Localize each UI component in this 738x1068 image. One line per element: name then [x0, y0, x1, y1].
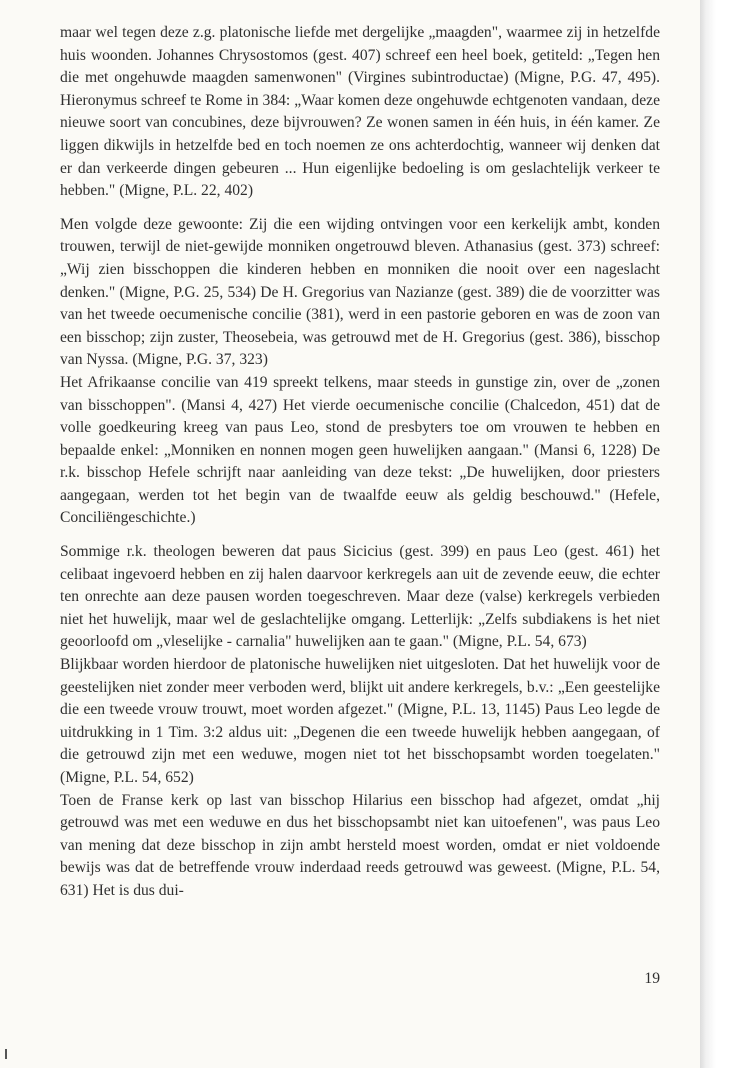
paragraph-3: Het Afrikaanse concilie van 419 spreekt telkens, maar steeds in gunstige zin, over de „zonen van bisschoppen". (Mansi 4, 427) Het vierde oecumenische concilie (Chalcedon, 451) dat de volle goedkeuring kreeg van paus Leo, stond de presbyters toe om vrouwen te hebben en bepaalde enkel: „Monniken en nonnen mogen geen huwelijken aangaan." (Mansi 6, 1228) De r.k. bisschop Hefele schrijft naar aanleiding van deze tekst: „De huwelijken, door priesters aangegaan, werden tot het begin van de twaalfde eeuw als geldig beschouwd." (Hefele, Conciliëngeschichte.) [60, 373, 660, 527]
paragraph-4: Sommige r.k. theologen beweren dat paus Sicicius (gest. 399) en paus Leo (gest. 461) het celibaat ingevoerd hebben en zij halen daarvoor kerkregels aan uit de zevende eeuw, die echter ten onrechte aan deze pausen worden toegeschreven. Maar deze (valse) kerkregels verbieden niet het huwelijk, maar wel de geslachtelijke omgang. Letterlijk: „Zelfs subdiakens is het niet geoorloofd om „vleselijke - carnalia" huwelijken aan te gaan." (Migne, P.L. 54, 673) [60, 543, 660, 651]
body-text [60, 22, 660, 903]
paragraph-5: Blijkbaar worden hierdoor de platonische huwelijken niet uitgesloten. Dat het huwelijk voor de geestelijken niet zonder meer verboden werd, blijkt uit andere kerkregels, b.v.: „Een geestelijke die een tweede vrouw trouwt, moet worden afgezet." (Migne, P.L. 13, 1145) Paus Leo legde de uitdrukking in 1 Tim. 3:2 aldus uit: „Degenen die een tweede huwelijk hebben aangegaan, of die getrouwd zijn met een weduwe, mogen niet tot het bisschopsambt worden toegelaten." (Migne, P.L. 54, 652) [60, 656, 660, 786]
paragraph-6: Toen de Franse kerk op last van bisschop Hilarius een bisschop had afgezet, omdat „hij getrouwd was met een weduwe en dus het bisschopsambt niet kan uitoefenen", was paus Leo van mening dat deze bisschop in zijn ambt hersteld moest worden, omdat er niet voldoende bewijs was dat de betreffende vrouw inderdaad reeds getrouwd was geweest. (Migne, P.L. 54, 631) Het is dus dui- [60, 791, 660, 899]
scan-edge-mark [5, 1049, 7, 1059]
page-edge-shadow [700, 0, 738, 1068]
paragraph-2: Men volgde deze gewoonte: Zij die een wijding ontvingen voor een kerkelijk ambt, konden trouwen, terwijl de niet-gewijde monniken ongetrouwd bleven. Athanasius (gest. 373) schreef: „Wij zien bisschoppen die kinderen hebben en monniken die nooit over een nageslacht denken." (Migne, P.G. 25, 534) De H. Gregorius van Nazianze (gest. 389) die de voorzitter was van het tweede oecumenische concilie (381), werd in een pastorie geboren en was de zoon van een bisschop; zijn zuster, Theosebeia, was getrouwd met de H. Gregorius (gest. 386), bisschop van Nyssa. (Migne, P.G. 37, 323) [60, 215, 660, 369]
paragraph-1: maar wel tegen deze z.g. platonische liefde met dergelijke „maagden", waarmee zij in hetzelfde huis woonden. Johannes Chrysostomos (gest. 407) schreef een heel boek, getiteld: „Tegen hen die met ongehuwde maagden samenwonen" (Virgines subintroductae) (Migne, P.G. 47, 495). Hieronymus schreef te Rome in 384: „Waar komen deze ongehuwde echtgenoten vandaan, deze nieuwe soort van concubines, deze bijvrouwen? Ze wonen samen in één huis, in één kamer. Ze liggen dikwijls in hetzelfde bed en toch noemen ze ons achterdochtig, wanneer wij denken dat er dan verkeerde dingen gebeuren ... Hun eigenlijke bedoeling is om geslachtelijk verkeer te hebben." (Migne, P.L. 22, 402) [60, 24, 660, 200]
page-number: 19 [644, 970, 660, 987]
